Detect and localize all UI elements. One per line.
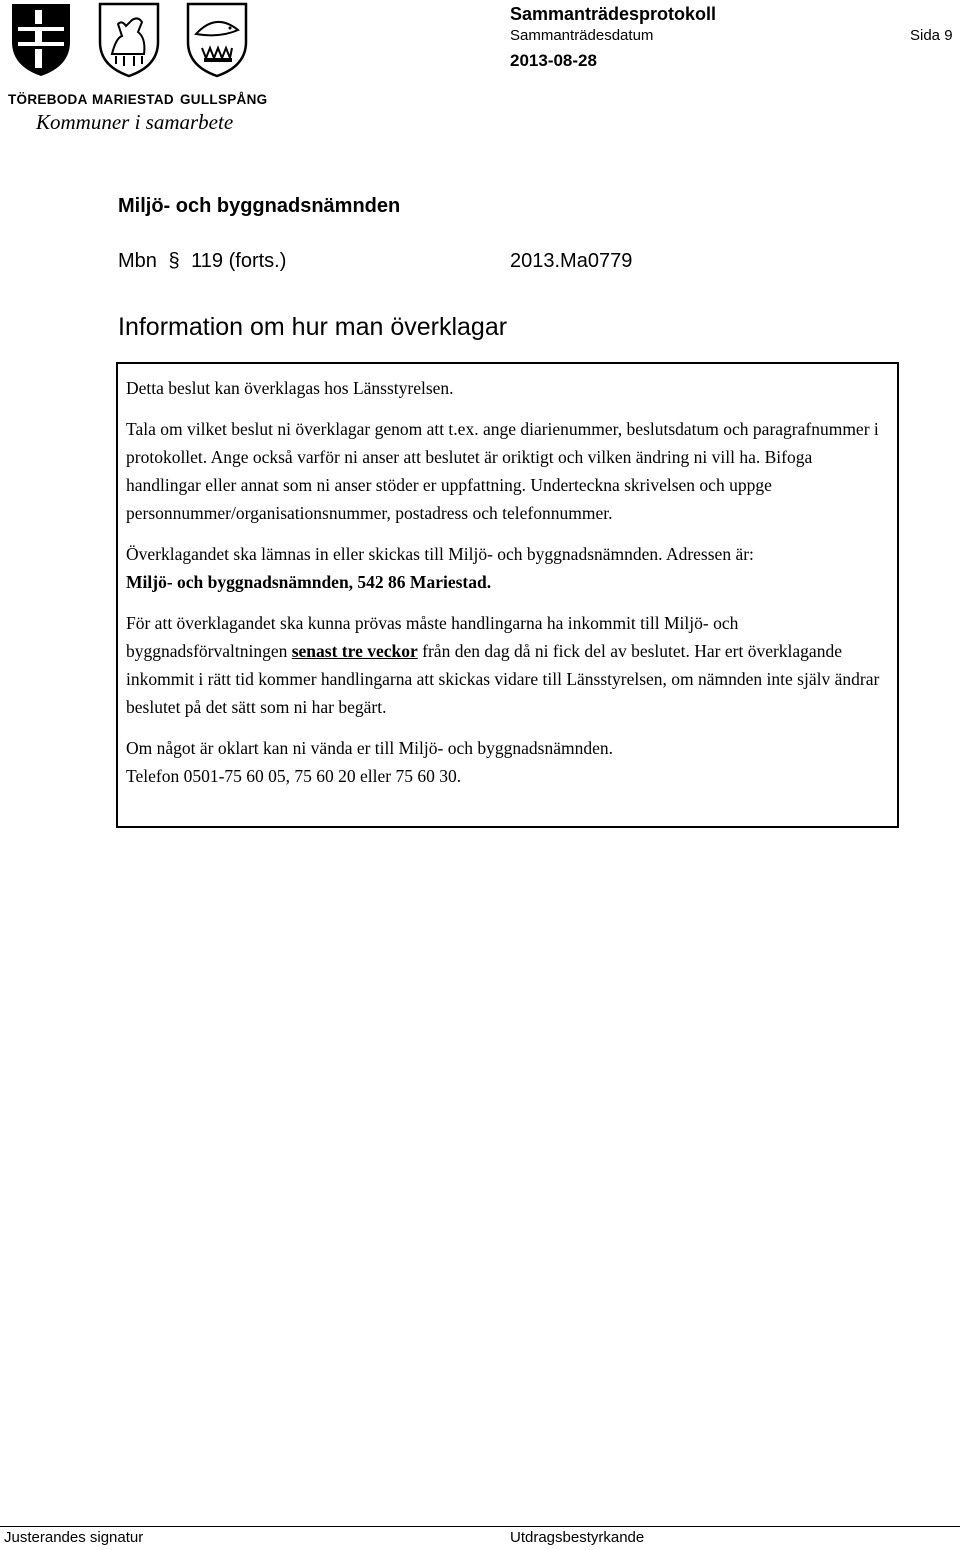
appeal-info-box <box>116 362 899 828</box>
meeting-date-label: Sammanträdesdatum <box>510 27 654 44</box>
phone-numbers: Telefon 0501-75 60 05, 75 60 20 eller 75 60 30. <box>126 766 462 786</box>
postal-address: Miljö- och byggnadsnämnden, 542 86 Mariestad. <box>126 572 492 592</box>
case-number: 2013.Ma0779 <box>510 250 633 272</box>
meeting-date: 2013-08-28 <box>510 51 597 70</box>
section-number <box>118 250 286 273</box>
mariestad-coat-of-arms-icon <box>98 2 160 78</box>
certification-label: Utdragsbestyrkande <box>510 1529 645 1546</box>
deadline-text-after: från den dag då ni fick del av beslutet. Har ert överklagande inkommit i rätt tid kommer handlingarna att skickas vidare till Länsstyrelsen, om nämnden inte själv ändrar beslutet på det sätt som ni har begärt. <box>126 641 880 717</box>
section-prefix: Mbn <box>118 250 157 272</box>
board-name: Miljö- och byggnadsnämnden <box>118 195 401 217</box>
appeal-info-paragraph <box>126 540 889 596</box>
appeal-info-paragraph <box>126 609 889 721</box>
deadline-emphasis: senast tre veckor <box>291 641 418 661</box>
appeal-info-paragraph: Detta beslut kan överklagas hos Länsstyrelsen. <box>126 378 454 398</box>
deadline-text-before: För att överklagandet ska kunna prövas måste handlingarna ha inkommit till Miljö- och byggnadsförvaltningen <box>126 613 739 661</box>
municipality-name: GULLSPÅNG <box>180 92 268 107</box>
signature-label: Justerandes signatur <box>4 1529 144 1546</box>
gullspang-coat-of-arms-icon <box>186 2 248 78</box>
contact-paragraph <box>126 734 889 790</box>
municipality-name: TÖREBODA <box>8 92 88 107</box>
municipal-logo <box>6 2 266 132</box>
footer-divider <box>0 1526 960 1527</box>
municipality-name: MARIESTAD <box>92 92 174 107</box>
page-number: Sida 9 <box>910 27 953 44</box>
appeal-info-paragraph: Tala om vilket beslut ni överklagar genom att t.ex. ange diarienummer, beslutsdatum och paragrafnummer i protokollet. Ange också varför ni anser att beslutet är oriktigt och vilken ändring ni vill ha. Bifoga handlingar eller annat som ni anser stöder er uppfattning. Underteckna skrivelsen och uppge personnummer/organisationsnummer, postadress och telefonnummer. <box>126 419 879 523</box>
toreboda-coat-of-arms-icon <box>10 2 72 78</box>
submission-text: Överklagandet ska lämnas in eller skickas till Miljö- och byggnadsnämnden. Adressen är: <box>126 544 754 564</box>
appeal-info-heading: Information om hur man överklagar <box>118 313 508 341</box>
protocol-title: Sammanträdesprotokoll <box>510 4 717 24</box>
section-symbol-icon: § <box>168 250 180 272</box>
logo-tagline: Kommuner i samarbete <box>36 110 234 134</box>
contact-text: Om något är oklart kan ni vända er till Miljö- och byggnadsnämnden. <box>126 738 613 758</box>
section-rest: 119 (forts.) <box>191 250 287 272</box>
